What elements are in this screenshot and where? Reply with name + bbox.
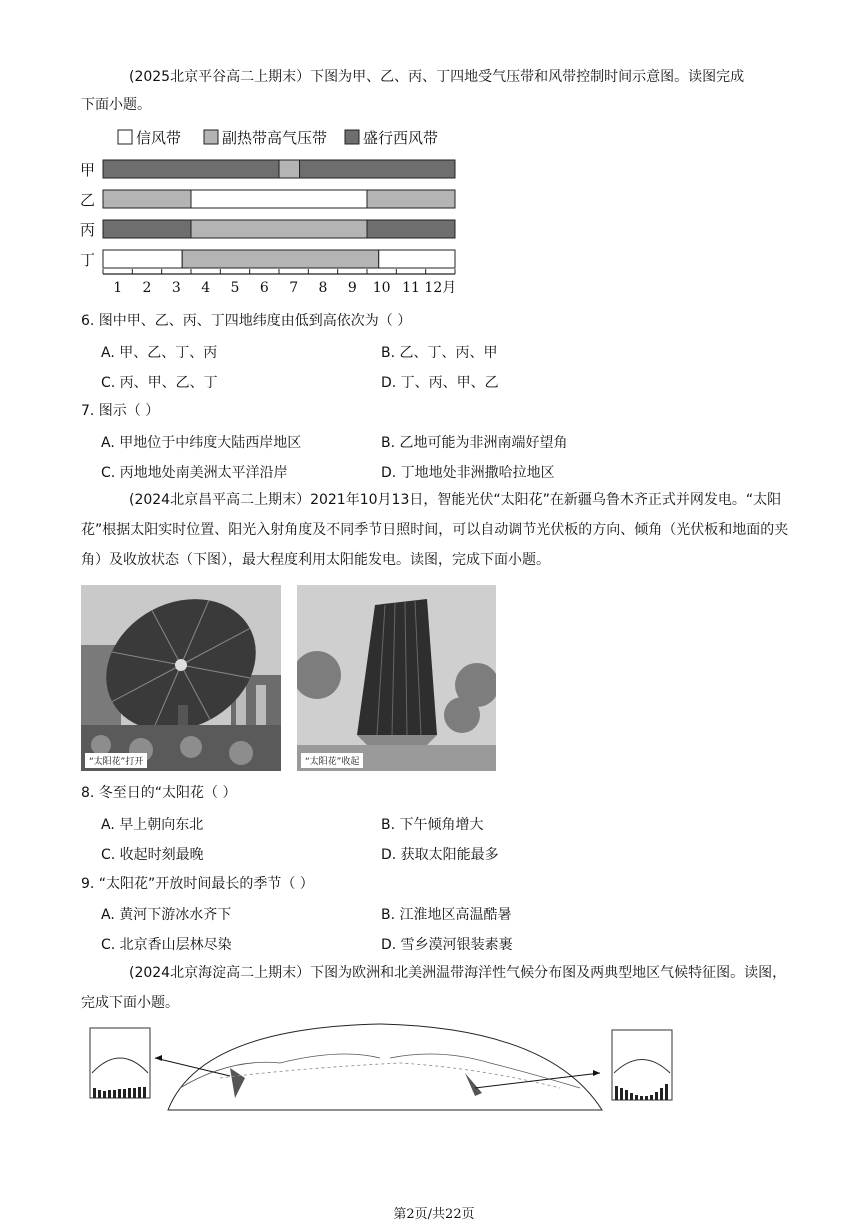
q7-option-b[interactable]: B. 乙地可能为非洲南端好望角: [381, 435, 568, 451]
month-label: 12月: [424, 280, 457, 296]
world-map: [155, 1024, 602, 1110]
intro3-paragraph: (2024北京海淀高二上期末）下图为欧洲和北美洲温带海洋性气候分布图及两典型地区气候特征图。读图，完成下面小题。: [81, 965, 787, 1011]
q8-option-c[interactable]: C. 收起时刻最晚: [101, 847, 204, 863]
month-label: 1: [113, 280, 123, 296]
page-footer: 第2页/共22页: [393, 1207, 475, 1222]
month-label: 2: [142, 280, 152, 296]
band-segment: [103, 220, 191, 238]
q7-stem: 7. 图示（ ）: [81, 403, 160, 419]
q8-option-a[interactable]: A. 早上朝向东北: [101, 817, 204, 833]
row-2: [80, 190, 455, 209]
band-segment: [191, 190, 367, 208]
q8-option-b[interactable]: B. 下午倾角增大: [381, 817, 484, 833]
band-segment: [103, 160, 279, 178]
legend-label: 副热带高气压带: [222, 129, 328, 147]
band-segment: [182, 250, 379, 268]
legend-swatch: [345, 130, 359, 144]
legend-label: 盛行西风带: [363, 129, 439, 147]
row-label: 丁: [80, 251, 96, 269]
month-axis: [103, 269, 456, 296]
band-segment: [103, 250, 182, 268]
q6-option-a[interactable]: A. 甲、乙、丁、丙: [101, 345, 218, 361]
month-label: 5: [230, 280, 240, 296]
q7-option-d[interactable]: D. 丁地地处非洲撒哈拉地区: [381, 465, 555, 481]
photo-closed-caption: “太阳花”收起: [301, 753, 363, 768]
sunflower-closed-photo: [297, 585, 496, 771]
row-label: 丙: [80, 221, 96, 239]
sunflower-open-image: [81, 585, 281, 771]
month-label: 6: [259, 280, 269, 296]
row-label: 甲: [80, 161, 96, 179]
legend-item: [345, 129, 438, 147]
month-label: 11: [402, 280, 420, 296]
q8-stem: 8. 冬至日的“太阳花（ ）: [81, 785, 237, 801]
row-label: 乙: [80, 191, 96, 209]
legend-swatch: [118, 130, 132, 144]
band-segment: [367, 220, 455, 238]
band-segment: [300, 160, 455, 178]
month-label: 7: [289, 280, 299, 296]
intro2-paragraph: (2024北京昌平高二上期末）2021年10月13日，智能光伏“太阳花”在新疆乌鲁木齐正式并网发电。“太阳花”根据太阳实时位置、阳光入射角度及不同季节日照时间，可以自动调节光伏板的方向、倾角（光伏板和地面的夹角）及收放状态（下图），最大程度利用太阳能发电。读图，完成下面小题。: [81, 492, 789, 568]
climate-map-figure: [80, 1018, 686, 1114]
q9-option-c[interactable]: C. 北京香山层林尽染: [101, 937, 232, 953]
photo-open-caption: “太阳花”打开: [85, 753, 147, 768]
legend-label: 信风带: [136, 129, 182, 147]
band-segment: [103, 190, 191, 208]
q6-option-d[interactable]: D. 丁、丙、甲、乙: [381, 375, 499, 391]
q7-option-c[interactable]: C. 丙地地处南美洲太平洋沿岸: [101, 465, 288, 481]
q6-option-c[interactable]: C. 丙、甲、乙、丁: [101, 375, 218, 391]
month-label: 4: [201, 280, 211, 296]
band-segment: [379, 250, 455, 268]
legend-item: [204, 129, 327, 147]
month-label: 8: [318, 280, 328, 296]
q9-option-d[interactable]: D. 雪乡漠河银装素裹: [381, 937, 513, 953]
row-1: [80, 160, 455, 179]
row-4: [80, 250, 455, 269]
month-label: 10: [372, 280, 391, 296]
left-climate-chart: [90, 1028, 150, 1098]
q7-option-a[interactable]: A. 甲地位于中纬度大陆西岸地区: [101, 435, 302, 451]
sunflower-closed-image: [297, 585, 496, 771]
row-3: [80, 220, 455, 239]
q8-option-d[interactable]: D. 获取太阳能最多: [381, 847, 499, 863]
month-label: 9: [347, 280, 357, 296]
q9-option-b[interactable]: B. 江淮地区高温酷暑: [381, 907, 512, 923]
wind-band-chart: [70, 122, 490, 307]
q9-stem: 9. “太阳花”开放时间最长的季节（ ）: [81, 876, 314, 892]
band-segment: [279, 160, 300, 178]
band-segment: [367, 190, 455, 208]
q9-option-a[interactable]: A. 黄河下游冰水齐下: [101, 907, 232, 923]
right-climate-chart: [612, 1030, 672, 1100]
intro1-line1: (2025北京平谷高二上期末）下图为甲、乙、丙、丁四地受气压带和风带控制时间示意图。读图完成: [129, 69, 745, 85]
legend-swatch: [204, 130, 218, 144]
q6-option-b[interactable]: B. 乙、丁、丙、甲: [381, 345, 498, 361]
band-segment: [191, 220, 367, 238]
sunflower-open-photo: [81, 585, 281, 771]
legend-item: [118, 129, 181, 147]
chart-legend: [118, 129, 438, 147]
month-label: 3: [171, 280, 181, 296]
intro1-line2: 下面小题。: [81, 97, 151, 113]
q6-stem: 6. 图中甲、乙、丙、丁四地纬度由低到高依次为（ ）: [81, 313, 412, 329]
